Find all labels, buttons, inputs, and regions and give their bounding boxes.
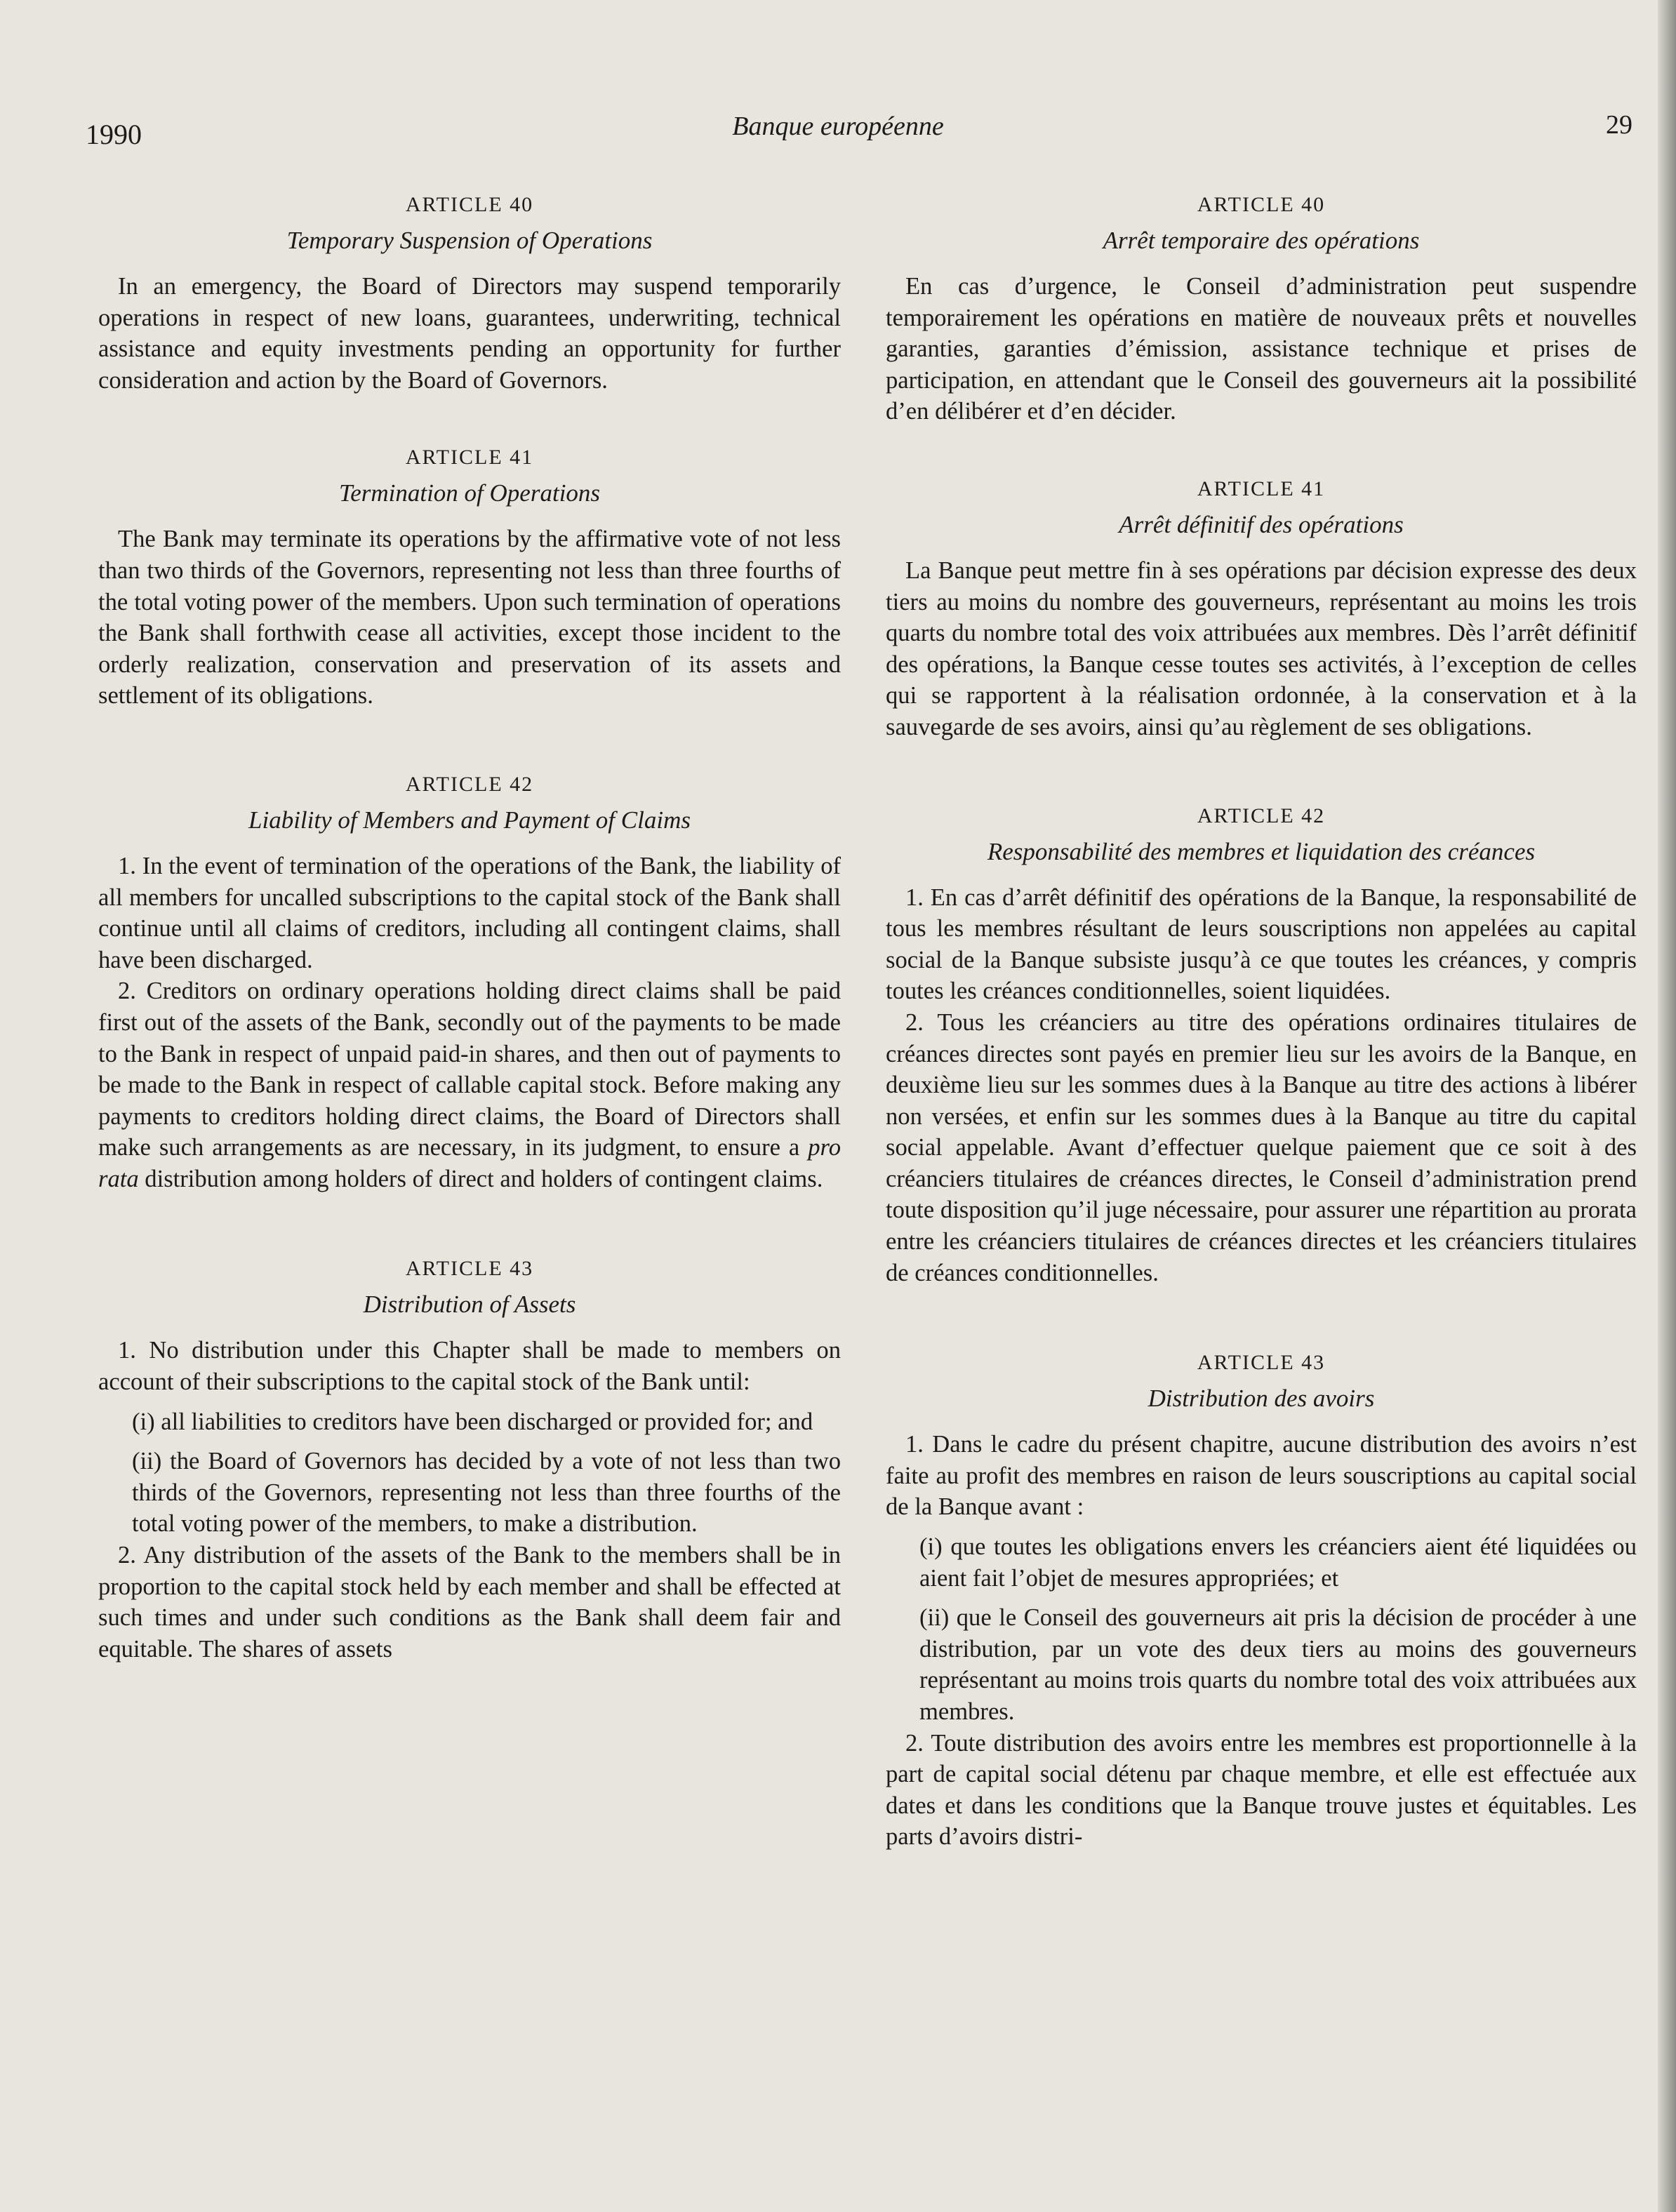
article-40-en — [98, 191, 841, 396]
article-label: ARTICLE 42 — [1197, 804, 1326, 827]
paragraph: 2. Any distribution of the assets of the Bank to the members shall be in proportion to the capital stock held by each member and shall be effected at such times and under such conditions as the Bank shall deem fair and equitable. The shares of assets — [98, 1542, 841, 1663]
french-column — [886, 184, 1637, 1853]
article-label: ARTICLE 41 — [405, 446, 534, 469]
page-edge-shadow — [1658, 0, 1676, 2212]
article-title: Responsabilité des membres et liquidation des créances — [987, 837, 1536, 865]
article-42-en — [98, 771, 841, 1195]
paragraph: 1. En cas d’arrêt définitif des opérations de la Banque, la responsabilité de tous les membres résultant de leurs souscriptions non appelées au capital social de la Banque subsiste jusqu’à ce que toutes les créances, y compris toutes les créances conditionnelles, soient liquidées. — [886, 884, 1637, 1005]
article-label: ARTICLE 40 — [1197, 193, 1326, 216]
paragraph: 1. Dans le cadre du présent chapitre, aucune distribution des avoirs n’est faite au profit des membres en raison de leurs souscriptions au capital social de la Banque avant : — [886, 1431, 1637, 1521]
header-year: 1990 — [86, 119, 142, 150]
article-41-fr — [886, 475, 1637, 743]
header-title: Banque européenne — [732, 112, 944, 141]
article-label: ARTICLE 43 — [1197, 1351, 1326, 1375]
article-43-fr — [886, 1349, 1637, 1853]
article-40-fr — [886, 191, 1637, 427]
article-label: ARTICLE 41 — [1197, 477, 1326, 500]
article-title: Arrêt définitif des opérations — [1119, 510, 1404, 538]
article-title: Temporary Suspension of Operations — [286, 227, 653, 254]
article-label: ARTICLE 40 — [405, 193, 534, 216]
article-42-fr — [886, 802, 1637, 1289]
article-title: Arrêt temporaire des opérations — [1103, 227, 1420, 254]
paragraph: La Banque peut mettre fin à ses opérations par décision expresse des deux tiers au moins du nombre des gouverneurs, représentant au moins les trois quarts du nombre total des voix attribuées aux membres. Dès l’arrêt définitif des opérations, la Banque cesse toutes ses activités, à l’exception de celles qui se rapportent à la réalisation ordonnée, à la conservation et à la sauvegarde de ses avoirs, ainsi qu’au règlement de ses obligations. — [886, 557, 1637, 740]
sub-item: (ii) the Board of Governors has decided by a vote of not less than two thirds of the Governors, representing not less than three fourths of the total voting power of the members, to make a distribution. — [132, 1448, 841, 1538]
article-label: ARTICLE 43 — [405, 1257, 534, 1281]
article-title: Termination of Operations — [338, 479, 601, 507]
article-title: Distribution of Assets — [363, 1291, 576, 1319]
english-column — [98, 184, 841, 1665]
italic-term: pro rata — [98, 1134, 841, 1192]
article-43-en — [98, 1255, 841, 1665]
paragraph: 1. No distribution under this Chapter shall be made to members on account of their subscriptions to the capital stock of the Bank until: — [98, 1337, 841, 1396]
article-title: Liability of Members and Payment of Claims — [248, 806, 691, 834]
article-title: Distribution des avoirs — [1148, 1385, 1375, 1413]
sub-item: (i) all liabilities to creditors have been discharged or provided for; and — [132, 1408, 813, 1435]
paragraph-text: distribution among holders of direct and holders of contingent claims. — [138, 1165, 823, 1192]
paragraph: In an emergency, the Board of Directors may suspend temporarily operations in respect of new loans, guarantees, underwriting, technical assistance and equity investments pending an opportunity for further consideration and action by the Board of Governors. — [98, 273, 841, 394]
paragraph: The Bank may terminate its operations by the affirmative vote of not less than two thirds of the Governors, representing not less than three fourths of the total voting power of the members. Upon such termination of operations the Bank shall forthwith cease all activities, except those incident to the orderly realization, conservation and preservation of its assets and settlement of its obligations. — [98, 526, 841, 709]
page-header — [0, 105, 1676, 154]
paragraph: 2. Tous les créanciers au titre des opérations ordinaires titulaires de créances directes sont payés en premier lieu sur les avoirs de la Banque, en deuxième lieu sur les sommes dues à la Banque au titre des actions à libérer non versées, et enfin sur les sommes dues à la Banque au titre du capital social appelable. Avant d’effectuer quelque paiement que ce soit à des créanciers titulaires de créances directes, le Conseil d’administration prend toute disposition qu’il juge nécessaire, pour assurer une répartition au prorata entre les créanciers titulaires de créances directes et les créanciers titulaires de créances conditionnelles. — [886, 1008, 1637, 1286]
paragraph: 2. Toute distribution des avoirs entre les membres est proportionnelle à la part de capital social détenu par chaque membre, et elle est effectuée aux dates et dans les conditions que la Banque trouve justes et équitables. Les parts d’avoirs distri- — [886, 1729, 1637, 1851]
paragraph: 1. In the event of termination of the operations of the Bank, the liability of all members for uncalled subscriptions to the capital stock of the Bank shall continue until all claims of creditors, including all contingent claims, shall have been discharged. — [98, 852, 841, 973]
paragraph: En cas d’urgence, le Conseil d’administration peut suspendre temporairement les opérations en matière de nouveaux prêts et nouvelles garanties, garanties d’émission, assistance technique et prises de participation, en attendant que le Conseil des gouverneurs ait la possibilité d’en délibérer et d’en décider. — [886, 273, 1637, 425]
sub-item: (ii) que le Conseil des gouverneurs ait pris la décision de procéder à une distribution, par un vote des deux tiers au moins des gouverneurs représentant au moins trois quarts du nombre total des voix attribuées aux membres. — [919, 1604, 1637, 1725]
sub-item: (i) que toutes les obligations envers les créanciers aient été liquidées ou aient fait l’objet de mesures appropriées; et — [919, 1533, 1637, 1592]
article-label: ARTICLE 42 — [405, 772, 534, 796]
article-41-en — [98, 444, 841, 712]
paragraph — [98, 975, 841, 1194]
paragraph-text: 2. Creditors on ordinary operations holding direct claims shall be paid first out of the assets of the Bank, secondly out of the payments to be made to the Bank in respect of unpaid paid-in shares, and then out of payments to be made to the Bank in respect of callable capital stock. Before making any payments to creditors holding direct claims, the Board of Directors shall make such arrangements as are necessary, in its judgment, to ensure a — [98, 978, 841, 1161]
page-number: 29 — [1606, 110, 1632, 140]
